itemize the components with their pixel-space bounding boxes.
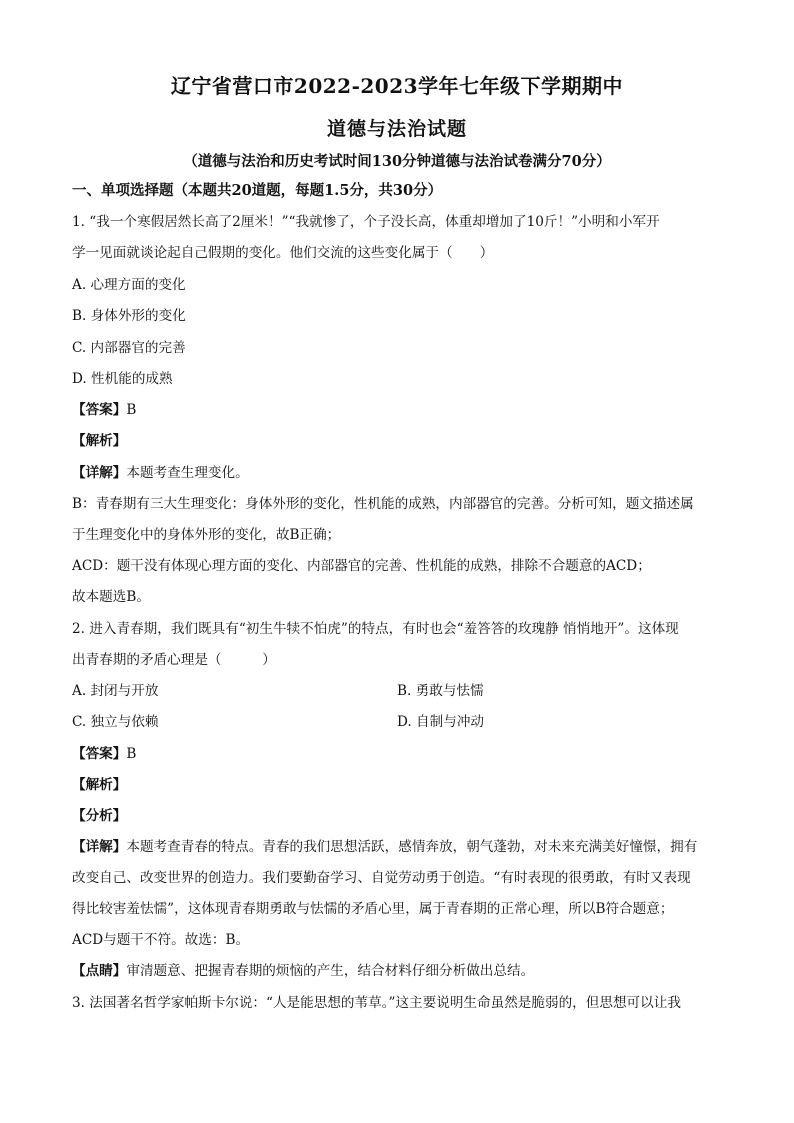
answer-value: B xyxy=(126,746,137,762)
q2-option-c: C. 独立与依赖 xyxy=(72,714,159,730)
detail-tag: 【详解】 xyxy=(72,839,127,855)
q2-stem-line1: 2. 进入青春期，我们既具有“初生牛犊不怕虎”的特点，有时也会“羞答答的玫瑰静 悄悄地开”。这体现 xyxy=(72,621,679,637)
q2-stem-line2: 出青春期的矛盾心理是（ ） xyxy=(72,652,276,668)
q1-option-c: C. 内部器官的完善 xyxy=(72,340,186,356)
subject-title: 道德与法治试题 xyxy=(326,118,467,140)
q1-option-d: D. 性机能的成熟 xyxy=(72,371,173,387)
q1-answer xyxy=(72,400,136,420)
detail-tag: 【详解】 xyxy=(72,465,127,481)
q2-detail-line1 xyxy=(72,837,697,857)
q2-detail-line2: 改变自己、改变世界的创造力。我们要勤奋学习、自觉劳动勇于创造。“有时表现的很勇敢，有时又表现 xyxy=(72,870,691,886)
q2-tip xyxy=(72,961,534,981)
answer-value: B xyxy=(126,402,137,418)
q2-option-a: A. 封闭与开放 xyxy=(72,683,159,699)
q1-option-a: A. 心理方面的变化 xyxy=(72,277,186,293)
q1-stem-line2: 学一见面就谈论起自己假期的变化。他们交流的这些变化属于（ ） xyxy=(72,245,494,261)
q1-expl-line1: B：青春期有三大生理变化：身体外形的变化，性机能的成熟，内部器官的完善。分析可知，题文描述属 xyxy=(72,496,694,512)
q3-stem-line1: 3. 法国著名哲学家帕斯卡尔说：“人是能思想的苇草。”这主要说明生命虽然是脆弱的，但思想可以让我 xyxy=(72,995,681,1011)
exam-subtitle: （道德与法治和历史考试时间130分钟道德与法治试卷满分70分） xyxy=(183,153,611,170)
q2-answer xyxy=(72,744,136,764)
q2-option-d: D. 自制与冲动 xyxy=(397,714,485,730)
detail-text: 本题考查生理变化。 xyxy=(126,465,249,481)
q1-analysis-tag: 【解析】 xyxy=(72,433,127,449)
q2-fenxi-tag: 【分析】 xyxy=(72,808,127,824)
q2-option-b: B. 勇敢与怯懦 xyxy=(397,683,484,699)
q1-expl-line2: 于生理变化中的身体外形的变化，故B正确； xyxy=(72,527,341,543)
q1-option-b: B. 身体外形的变化 xyxy=(72,308,186,324)
tip-text: 审清题意、把握青春期的烦恼的产生，结合材料仔细分析做出总结。 xyxy=(126,963,535,979)
q1-stem-line1: 1. “我一个寒假居然长高了2厘米！”“我就惨了，个子没长高，体重却增加了10斤！”小明和小军开 xyxy=(72,214,660,230)
q2-detail-line3: 得比较害羞怯懦”，这体现青春期勇敢与怯懦的矛盾心里，属于青春期的正常心理，所以B符合题意； xyxy=(72,901,674,917)
answer-tag: 【答案】 xyxy=(72,402,127,418)
q1-expl-line3: ACD：题干没有体现心理方面的变化、内部器官的完善、性机能的成熟，排除不合题意的ACD； xyxy=(72,558,651,574)
q2-detail-line4: ACD与题干不符。故选：B。 xyxy=(72,932,250,948)
detail-text: 本题考查青春的特点。青春的我们思想活跃，感情奔放，朝气蓬勃，对未来充满美好憧憬，拥有 xyxy=(126,839,698,855)
q2-analysis-tag: 【解析】 xyxy=(72,777,127,793)
q1-expl-line4: 故本题选B。 xyxy=(72,589,150,605)
exam-title: 辽宁省营口市2022-2023学年七年级下学期期中 xyxy=(170,74,624,98)
answer-tag: 【答案】 xyxy=(72,746,127,762)
q1-detail xyxy=(72,463,249,483)
section-heading: 一、单项选择题（本题共20道题，每题1.5分，共30分） xyxy=(72,182,443,199)
tip-tag: 【点睛】 xyxy=(72,963,127,979)
